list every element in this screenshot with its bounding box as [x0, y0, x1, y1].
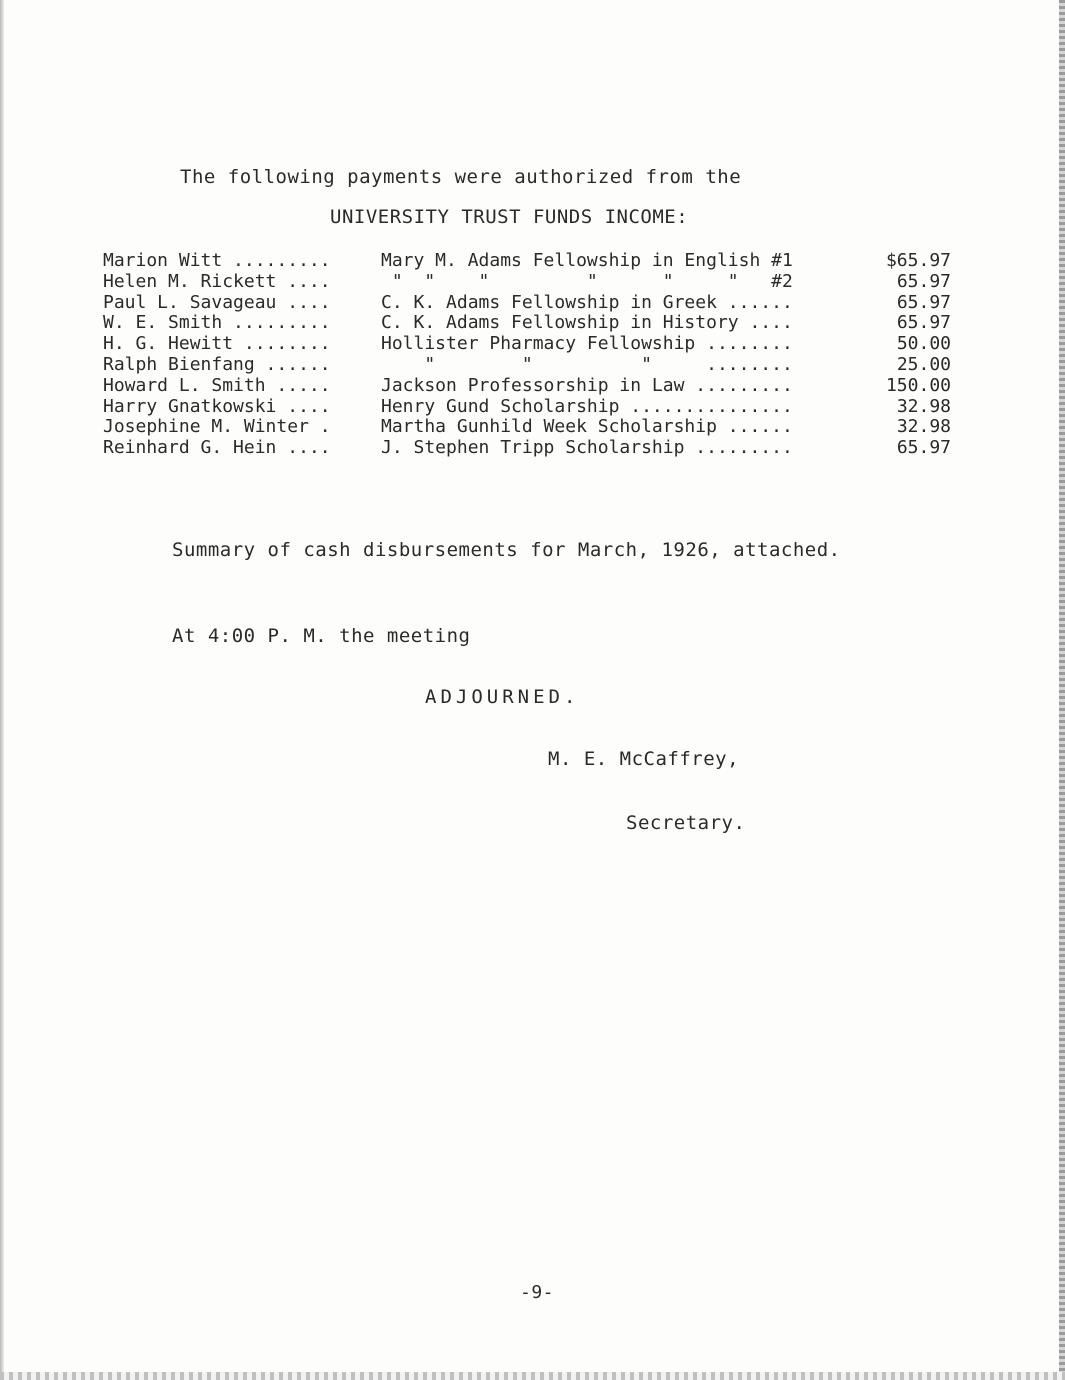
payee-name: H. G. Hewitt ........ [103, 333, 331, 355]
payment-amount: $65.97 [885, 250, 951, 271]
payment-amount: 65.97 [896, 437, 951, 459]
ledger-row [103, 292, 963, 313]
fund-name: Mary M. Adams Fellowship in English #1 [381, 250, 793, 271]
ledger-row [103, 250, 963, 271]
fund-name: Hollister Pharmacy Fellowship ........ [381, 333, 793, 355]
fund-name: C. K. Adams Fellowship in Greek ...... [381, 291, 793, 313]
adjourned-text: ADJOURNED. [425, 686, 580, 708]
signer-name: M. E. McCaffrey, [548, 748, 740, 770]
payee-name: Josephine M. Winter . [103, 416, 331, 438]
fund-name: Jackson Professorship in Law ......... [381, 374, 793, 396]
payment-amount: 150.00 [885, 374, 951, 396]
payment-amount: 32.98 [896, 416, 951, 438]
payments-ledger [103, 250, 963, 458]
meeting-text: At 4:00 P. M. the meeting [172, 625, 471, 647]
payment-amount: 50.00 [896, 333, 951, 355]
payment-amount: 65.97 [896, 291, 951, 313]
summary-text: Summary of cash disbursements for March, 1926, attached. [172, 539, 841, 561]
payment-amount: 25.00 [896, 353, 951, 375]
fund-name: Henry Gund Scholarship ............... [381, 395, 793, 417]
payee-name: Ralph Bienfang ...... [103, 353, 331, 375]
page-edge-left [0, 0, 4, 1380]
ledger-row [103, 437, 963, 458]
fund-name: C. K. Adams Fellowship in History .... [381, 312, 793, 334]
fund-name: Martha Gunhild Week Scholarship ...... [381, 416, 793, 438]
payee-name: Marion Witt ......... [103, 250, 331, 271]
ledger-row [103, 396, 963, 417]
ledger-row [103, 354, 963, 375]
fund-name: " " " " " " #2 [381, 270, 793, 292]
ledger-row [103, 416, 963, 437]
payment-amount: 32.98 [896, 395, 951, 417]
ledger-row [103, 312, 963, 333]
section-heading: UNIVERSITY TRUST FUNDS INCOME: [330, 206, 689, 228]
payment-amount: 65.97 [896, 312, 951, 334]
payee-name: Reinhard G. Hein .... [103, 437, 331, 459]
signer-title: Secretary. [626, 812, 746, 834]
fund-name: " " " ........ [381, 353, 793, 375]
payment-amount: 65.97 [896, 270, 951, 292]
fund-name: J. Stephen Tripp Scholarship ......... [381, 437, 793, 459]
payee-name: Harry Gnatkowski .... [103, 395, 331, 417]
payee-name: Helen M. Rickett .... [103, 270, 331, 292]
ledger-row [103, 375, 963, 396]
ledger-row [103, 271, 963, 292]
payee-name: Howard L. Smith ..... [103, 374, 331, 396]
payee-name: Paul L. Savageau .... [103, 291, 331, 313]
payee-name: W. E. Smith ......... [103, 312, 331, 334]
page-edge-right [1059, 0, 1065, 1380]
ledger-row [103, 333, 963, 354]
page-number: -9- [520, 1282, 555, 1303]
intro-text: The following payments were authorized from the [180, 166, 742, 188]
page-edge-bottom [0, 1372, 1065, 1380]
